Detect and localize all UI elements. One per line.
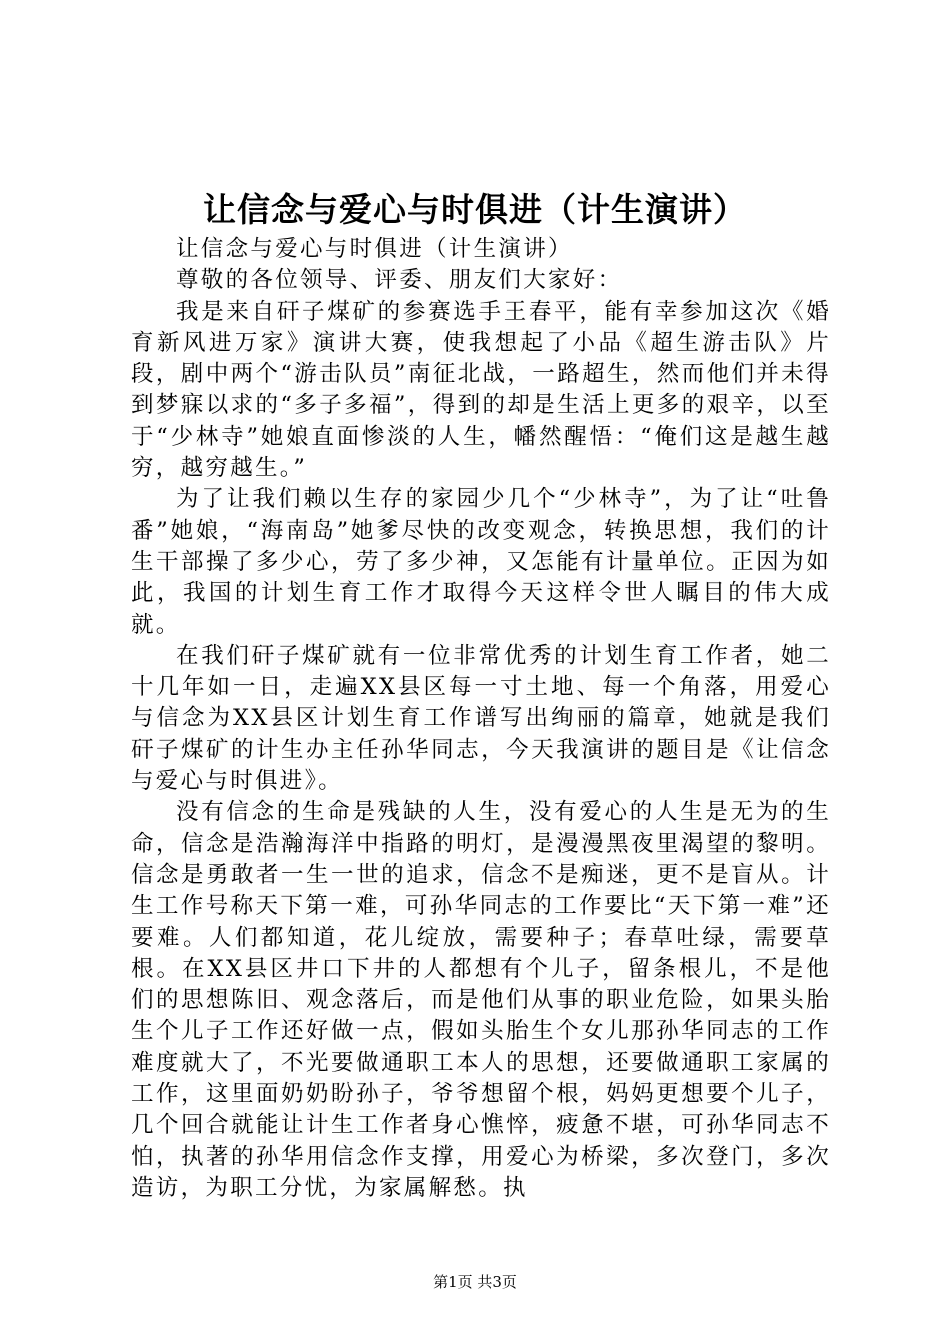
body-paragraph: 在我们矸子煤矿就有一位非常优秀的计划生育工作者，她二十几年如一日，走遍XX县区每一寸土地、每一个角落，用爱心与信念为XX县区计划生育工作谱写出绚丽的篇章，她就是我们矸子煤矿的计生办主任孙华同志，今天我演讲的题目是《让信念与爱心与时俱进》。 — [131, 642, 831, 795]
document-body — [131, 234, 831, 1204]
subtitle-paragraph: 让信念与爱心与时俱进（计生演讲） — [176, 236, 573, 262]
salutation-paragraph: 尊敬的各位领导、评委、朋友们大家好： — [176, 267, 623, 294]
body-paragraph: 没有信念的生命是残缺的人生，没有爱心的人生是无为的生命，信念是浩瀚海洋中指路的明灯，是漫漫黑夜里渴望的黎明。信念是勇敢者一生一世的追求，信念不是痴迷，更不是盲从。计生工作号称天下第一难，可孙华同志的工作要比“天下第一难”还要难。人们都知道，花儿绽放，需要种子；春草吐绿，需要草根。在XX县区井口下井的人都想有个儿子，留条根儿，不是他们的思想陈旧、观念落后，而是他们从事的职业危险，如果头胎生个儿子工作还好做一点，假如头胎生个女儿那孙华同志的工作难度就大了，不光要做通职工本人的思想，还要做通职工家属的工作，这里面奶奶盼孙子，爷爷想留个根，妈妈更想要个儿子，几个回合就能让计生工作者身心憔悴，疲惫不堪，可孙华同志不怕，执著的孙华用信念作支撑，用爱心为桥梁，多次登门，多次造访，为职工分忧，为家属解愁。执 — [131, 799, 831, 1201]
body-paragraph: 为了让我们赖以生存的家园少几个“少林寺”，为了让“吐鲁番”她娘，“海南岛”她爹尽快的改变观念，转换思想，我们的计生干部操了多少心，劳了多少神，又怎能有计量单位。正因为如此，我国的计划生育工作才取得今天这样令世人瞩目的伟大成就。 — [131, 486, 831, 638]
document-title: 让信念与爱心与时俱进（计生演讲） — [203, 190, 747, 229]
body-paragraph: 我是来自矸子煤矿的参赛选手王春平，能有幸参加这次《婚育新风进万家》演讲大赛，使我想起了小品《超生游击队》片段，剧中两个“游击队员”南征北战，一路超生，然而他们并未得到梦寐以求的“多子多福”，得到的却是生活上更多的艰辛，以至于“少林寺”她娘直面惨淡的人生，幡然醒悟：“俺们这是越生越穷，越穷越生。” — [131, 298, 831, 482]
page-footer: 第1页 共3页 — [433, 1273, 517, 1291]
